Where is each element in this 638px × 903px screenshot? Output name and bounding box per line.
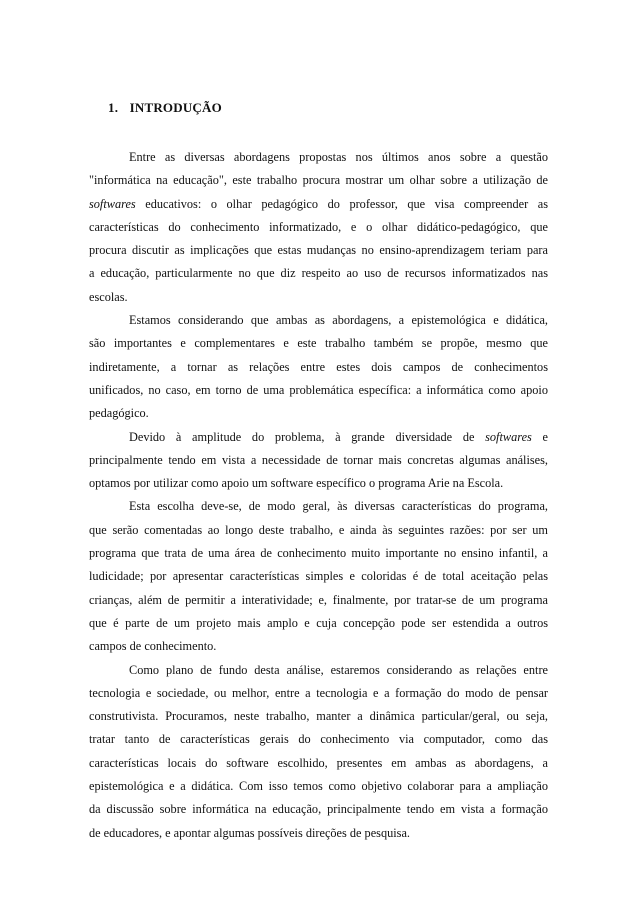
text-line: indiretamente, a tornar as relações entre estes dois campos de conhecimentos — [89, 359, 548, 374]
text-line: Devido à amplitude do problema, à grande diversidade de softwares e — [129, 429, 548, 444]
text-line: são importantes e complementares e este trabalho também se propõe, mesmo que — [89, 336, 548, 351]
text-line: que é parte de um projeto mais amplo e cuja concepção pode ser estendida a outros — [89, 615, 548, 630]
text-line: ludicidade; por apresentar características simples e coloridas é de total aceitação pelas — [89, 569, 548, 584]
section-heading — [108, 100, 222, 116]
text-line: tecnologia e sociedade, ou melhor, entre a tecnologia e a formação do modo de pensar — [89, 685, 548, 700]
body-text — [89, 146, 548, 845]
text-line: Entre as diversas abordagens propostas nos últimos anos sobre a questão — [129, 150, 548, 164]
text-line: construtivista. Procuramos, neste trabalho, manter a dinâmica particular/geral, ou seja, — [89, 709, 548, 724]
section-title: INTRODUÇÃO — [129, 100, 222, 115]
text-line: da discussão sobre informática na educação, principalmente tendo em vista a formação — [89, 802, 548, 817]
text-line: softwares educativos: o olhar pedagógico do professor, que visa compreender as — [89, 196, 548, 211]
text-line: Estamos considerando que ambas as abordagens, a epistemológica e didática, — [129, 313, 548, 328]
text-line: tratar tanto de características gerais do conhecimento via computador, como das — [89, 732, 548, 747]
section-number: 1. — [108, 100, 119, 115]
text-line: optamos por utilizar como apoio um software específico o programa Arie na Escola. — [89, 476, 504, 491]
text-line: características locais do software escolhido, presentes em ambas as abordagens, a — [89, 755, 548, 770]
text-line: Como plano de fundo desta análise, estaremos considerando as relações entre — [129, 662, 548, 677]
text-line: programa que trata de uma área de conhecimento muito importante no ensino infantil, a — [89, 546, 548, 561]
text-line: pedagógico. — [89, 406, 149, 421]
text-line: principalmente tendo em vista a necessidade de tornar mais concretas algumas análises, — [89, 452, 548, 467]
text-line: características do conhecimento informatizado, e o olhar didático-pedagógico, que — [89, 219, 548, 234]
text-line: epistemológica e a didática. Com isso temos como objetivo colaborar para a ampliação — [89, 779, 548, 794]
text-line: escolas. — [89, 289, 128, 304]
text-line: unificados, no caso, em torno de uma problemática específica: a informática como apoio — [89, 382, 548, 397]
text-line: a educação, particularmente no que diz respeito ao uso de recursos informatizados nas — [89, 266, 548, 281]
text-line: procura discutir as implicações que estas mudanças no ensino-aprendizagem teriam para — [89, 243, 548, 258]
text-line: crianças, além de permitir a interatividade; e, finalmente, por tratar-se de um programa — [89, 592, 548, 607]
text-line: Esta escolha deve-se, de modo geral, às diversas características do programa, — [129, 499, 548, 514]
text-line: de educadores, e apontar algumas possíveis direções de pesquisa. — [89, 825, 410, 840]
text-line: que serão comentadas ao longo deste trabalho, e ainda às seguintes razões: por ser um — [89, 522, 548, 537]
text-line: "informática na educação", este trabalho procura mostrar um olhar sobre a utilização de — [89, 173, 548, 188]
text-line: campos de conhecimento. — [89, 639, 217, 654]
